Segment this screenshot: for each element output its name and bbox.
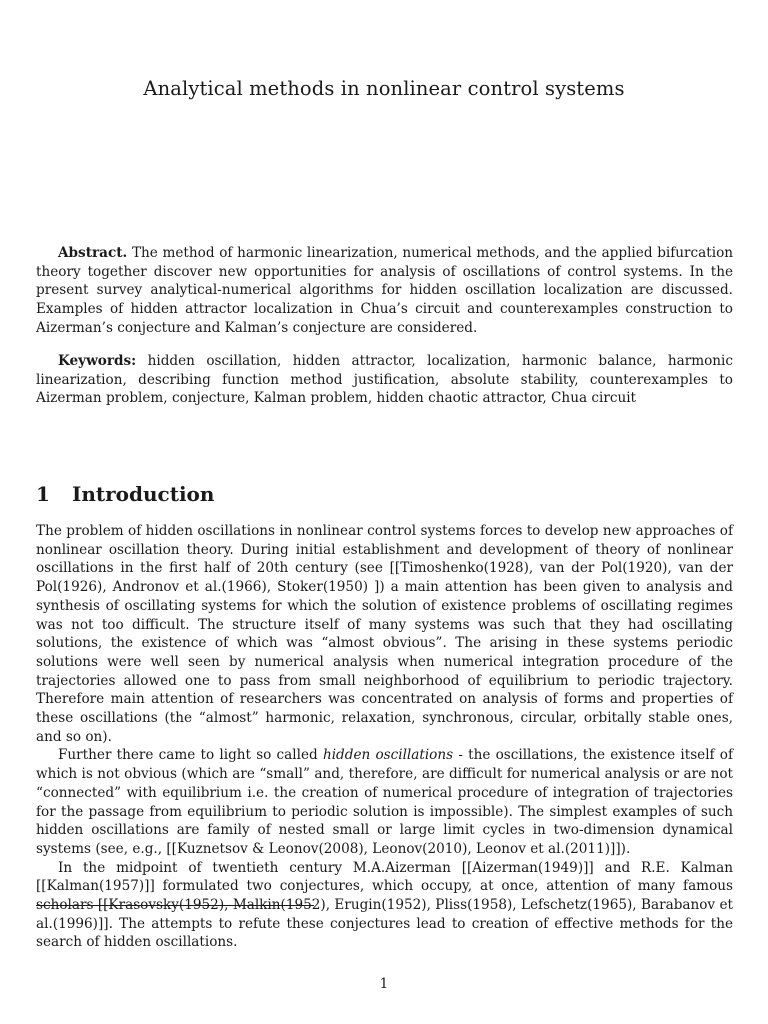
abstract-label: Abstract. [58,245,128,261]
abstract [36,244,733,338]
keywords [36,352,733,408]
paragraph-text: Further there came to light so called [58,747,323,764]
section-body [36,522,733,952]
keywords-label: Keywords: [58,353,137,369]
emphasized-term: hidden oscillations [322,747,454,764]
abstract-text: The method of harmonic linearization, numerical methods, and the applied bifurcation theory together discover new opportunities for analysis of oscillations of control systems. In the present survey analytical-numerical algorithms for hidden oscillation localization are discussed. Examples of hidden attractor localization in Chua’s circuit and counterexamples construction to Aizerman’s conjecture and Kalman’s conjecture are considered. [36,245,734,336]
page-number: 1 [379,976,389,992]
paragraph: In the midpoint of twentieth century M.A.Aizerman [[Aizerman(1949)]] and R.E. Kalman [[Kalman(1957)]] formulated two conjectures, which occupy, at once, attention of many famous scholars [[Krasovsky(1952), Malkin(1952), Erugin(1952), Pliss(1958), Lefschetz(1965), Barabanov et al.(1996)]]. The attempts to refute these conjectures lead to creation of effective methods for the search of hidden oscillations. [36,859,733,951]
paragraph-text: - the oscillations, the existence itself of which is not obvious (which are “small” and, therefore, are difficult for numerical analysis or are not “connected” with equilibrium i.e. the creation of numerical procedure of integration of trajectories for the passage from equilibrium to periodic solution is impossible). The simplest examples of such hidden oscillations are family of nested small or large limit cycles in two-dimension dynamical systems (see, e.g., [[Kuznetsov & Leonov(2008), Leonov(2010), Leonov et al.(2011)]]). [36,747,734,857]
paragraph [36,746,733,858]
section-title: Introduction [72,482,215,506]
footnote-rule [36,905,314,906]
section-number: 1 [36,482,50,506]
keywords-text: hidden oscillation, hidden attractor, localization, harmonic balance, harmonic linearization, describing function method justification, absolute stability, counterexamples to Aizerman problem, conjecture, Kalman problem, hidden chaotic attractor, Chua circuit [36,353,733,407]
section-heading [36,482,214,506]
paper-title: Analytical methods in nonlinear control systems [143,77,625,100]
paragraph: The problem of hidden oscillations in nonlinear control systems forces to develop new approaches of nonlinear oscillation theory. During initial establishment and development of theory of nonlinear oscillations in the first half of 20th century (see [[Timoshenko(1928), van der Pol(1920), van der Pol(1926), Andronov et al.(1966), Stoker(1950) ]) a main attention has been given to analysis and synthesis of oscillating systems for which the solution of existence problems of oscillating regimes was not too difficult. The structure itself of many systems was such that they had oscillating solutions, the existence of which was “almost obvious”. The arising in these systems periodic solutions were well seen by numerical analysis when numerical integration procedure of the trajectories allowed one to pass from small neighborhood of equilibrium to periodic trajectory. Therefore main attention of researchers was concentrated on analysis of forms and properties of these oscillations (the “almost” harmonic, relaxation, synchronous, circular, orbitally stable ones, and so on). [36,523,733,745]
